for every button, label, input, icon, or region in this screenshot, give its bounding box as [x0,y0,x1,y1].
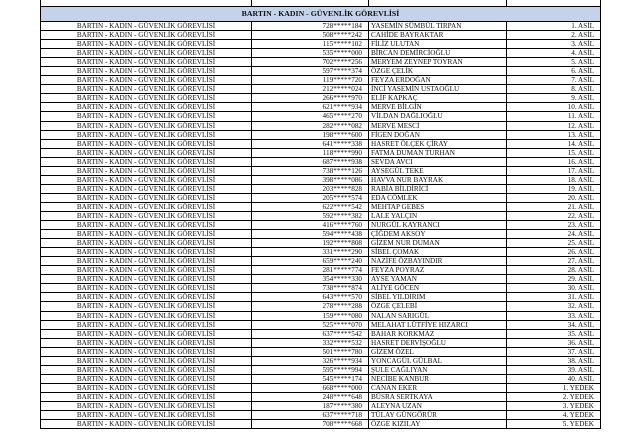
rank-cell: 33. ASİL [507,311,601,320]
rank-cell: 2. ASİL [507,31,601,40]
candidate-name-cell: BİRCAN DEMİRCİOĞLU [369,49,507,58]
table-row [41,411,601,420]
unit-cell: BARTIN - KADIN - GÜVENLİK GÖREVLİSİ [41,103,252,112]
rank-cell: 13. ASİL [507,130,601,139]
section-title: BARTIN - KADIN - GÜVENLİK GÖREVLİSİ [41,7,601,22]
table-row [41,257,601,266]
rank-cell: 11. ASİL [507,112,601,121]
masked-id-cell: 203*****828 [252,184,369,193]
candidate-name-cell: HAVVA NUR BAYRAK [369,175,507,184]
table-row [41,365,601,374]
rank-cell: 18. ASİL [507,175,601,184]
table-row [41,356,601,365]
masked-id-cell: 398*****086 [252,175,369,184]
rank-cell: 19. ASİL [507,184,601,193]
rank-cell: 5. ASİL [507,58,601,67]
rank-cell: 24. ASİL [507,230,601,239]
unit-cell: BARTIN - KADIN - GÜVENLİK GÖREVLİSİ [41,293,252,302]
unit-cell: BARTIN - KADIN - GÜVENLİK GÖREVLİSİ [41,221,252,230]
unit-cell: BARTIN - KADIN - GÜVENLİK GÖREVLİSİ [41,58,252,67]
section-header-row [41,7,601,22]
unit-cell: BARTIN - KADIN - GÜVENLİK GÖREVLİSİ [41,112,252,121]
masked-id-cell: 637*****718 [252,411,369,420]
table-row [41,202,601,211]
candidate-name-cell: İNCİ YASEMİN USTAOĞLU [369,85,507,94]
candidate-name-cell: SİBEL YILDIRIM [369,293,507,302]
unit-cell: BARTIN - KADIN - GÜVENLİK GÖREVLİSİ [41,94,252,103]
masked-id-cell: 281*****774 [252,266,369,275]
candidate-name-cell: YASEMİN SÜMBÜL TIRPAN [369,22,507,31]
unit-cell: BARTIN - KADIN - GÜVENLİK GÖREVLİSİ [41,239,252,248]
masked-id-cell: 545*****174 [252,374,369,383]
unit-cell: BARTIN - KADIN - GÜVENLİK GÖREVLİSİ [41,383,252,392]
rank-cell: 3. ASİL [507,40,601,49]
unit-cell: BARTIN - KADIN - GÜVENLİK GÖREVLİSİ [41,248,252,257]
masked-id-cell: 115*****102 [252,40,369,49]
unit-cell: BARTIN - KADIN - GÜVENLİK GÖREVLİSİ [41,266,252,275]
masked-id-cell: 282*****082 [252,121,369,130]
rank-cell: 37. ASİL [507,347,601,356]
masked-id-cell: 702*****256 [252,58,369,67]
rank-cell: 1. YEDEK [507,383,601,392]
table-row [41,112,601,121]
table-row [41,311,601,320]
candidate-name-cell: SİBEL ÇOMAK [369,248,507,257]
unit-cell: BARTIN - KADIN - GÜVENLİK GÖREVLİSİ [41,211,252,220]
table-row [41,284,601,293]
candidate-name-cell: FEYZA POYRAZ [369,266,507,275]
unit-cell: BARTIN - KADIN - GÜVENLİK GÖREVLİSİ [41,338,252,347]
results-table [40,0,601,429]
unit-cell: BARTIN - KADIN - GÜVENLİK GÖREVLİSİ [41,356,252,365]
candidate-name-cell: CANAN EKER [369,383,507,392]
candidate-name-cell: ALİYE GÖCEN [369,284,507,293]
masked-id-cell: 212*****024 [252,85,369,94]
unit-cell: BARTIN - KADIN - GÜVENLİK GÖREVLİSİ [41,166,252,175]
unit-cell: BARTIN - KADIN - GÜVENLİK GÖREVLİSİ [41,202,252,211]
table-row [41,248,601,257]
table-row [41,420,601,429]
masked-id-cell: 159*****080 [252,311,369,320]
table-row [41,31,601,40]
table-row [41,266,601,275]
masked-id-cell: 354*****330 [252,275,369,284]
candidate-name-cell: AYSE YAMAN [369,275,507,284]
unit-cell: BARTIN - KADIN - GÜVENLİK GÖREVLİSİ [41,193,252,202]
masked-id-cell: 508*****242 [252,31,369,40]
candidate-name-cell: FİLİZ ULUTAN [369,40,507,49]
rank-cell: 20. ASİL [507,193,601,202]
candidate-name-cell: CAHİDE BAYRAKTAR [369,31,507,40]
masked-id-cell: 119*****720 [252,76,369,85]
unit-cell: BARTIN - KADIN - GÜVENLİK GÖREVLİSİ [41,275,252,284]
masked-id-cell: 622*****542 [252,202,369,211]
table-row [41,221,601,230]
table-row [41,293,601,302]
candidate-name-cell: ÖZGE ÇELİK [369,67,507,76]
table-row [41,130,601,139]
table-row [41,320,601,329]
unit-cell: BARTIN - KADIN - GÜVENLİK GÖREVLİSİ [41,157,252,166]
table-row [41,392,601,401]
unit-cell: BARTIN - KADIN - GÜVENLİK GÖREVLİSİ [41,22,252,31]
rank-cell: 27. ASİL [507,257,601,266]
masked-id-cell: 465*****270 [252,112,369,121]
unit-cell: BARTIN - KADIN - GÜVENLİK GÖREVLİSİ [41,85,252,94]
candidate-name-cell: HASRET DERVİŞOĞLU [369,338,507,347]
candidate-name-cell: AYSEGÜL TEKE [369,166,507,175]
table-row [41,211,601,220]
unit-cell: BARTIN - KADIN - GÜVENLİK GÖREVLİSİ [41,139,252,148]
masked-id-cell: 331*****290 [252,248,369,257]
unit-cell: BARTIN - KADIN - GÜVENLİK GÖREVLİSİ [41,284,252,293]
rank-cell: 4. YEDEK [507,411,601,420]
masked-id-cell: 332*****532 [252,338,369,347]
unit-cell: BARTIN - KADIN - GÜVENLİK GÖREVLİSİ [41,130,252,139]
candidate-name-cell: ÖZGE ÇELEBİ [369,302,507,311]
masked-id-cell: 659*****240 [252,257,369,266]
table-row [41,166,601,175]
candidate-name-cell: GİZEM NUR DUMAN [369,239,507,248]
unit-cell: BARTIN - KADIN - GÜVENLİK GÖREVLİSİ [41,257,252,266]
rank-cell: 1. ASİL [507,22,601,31]
table-row [41,148,601,157]
rank-cell: 38. ASİL [507,356,601,365]
table-row [41,103,601,112]
rank-cell: 17. ASİL [507,166,601,175]
candidate-name-cell: ÇİĞDEM AKSOY [369,230,507,239]
unit-cell: BARTIN - KADIN - GÜVENLİK GÖREVLİSİ [41,40,252,49]
table-row [41,67,601,76]
candidate-name-cell: ŞULE CAĞLIYAN [369,365,507,374]
rank-cell: 2. YEDEK [507,392,601,401]
masked-id-cell: 416*****760 [252,221,369,230]
candidate-name-cell: ÖZGE KIZILAY [369,420,507,429]
rank-cell: 3. YEDEK [507,401,601,410]
masked-id-cell: 326*****934 [252,356,369,365]
table-row [41,230,601,239]
unit-cell: BARTIN - KADIN - GÜVENLİK GÖREVLİSİ [41,148,252,157]
unit-cell: BARTIN - KADIN - GÜVENLİK GÖREVLİSİ [41,121,252,130]
masked-id-cell: 248*****648 [252,392,369,401]
table-row [41,76,601,85]
unit-cell: BARTIN - KADIN - GÜVENLİK GÖREVLİSİ [41,49,252,58]
masked-id-cell: 708*****668 [252,420,369,429]
rank-cell: 34. ASİL [507,320,601,329]
masked-id-cell: 643*****570 [252,293,369,302]
table-row [41,338,601,347]
candidate-name-cell: MELAHAT LÜTFİYE HIZARCI [369,320,507,329]
masked-id-cell: 728*****184 [252,22,369,31]
masked-id-cell: 637*****542 [252,329,369,338]
candidate-name-cell: VİLDAN DAĞLIOĞLU [369,112,507,121]
candidate-name-cell: FİGEN DOĞAN [369,130,507,139]
candidate-name-cell: EDA CÖMLEK [369,193,507,202]
masked-id-cell: 192*****808 [252,239,369,248]
candidate-name-cell: BÜSRA SERTKAYA [369,392,507,401]
rank-cell: 40. ASİL [507,374,601,383]
table-row [41,157,601,166]
rank-cell: 28. ASİL [507,266,601,275]
unit-cell: BARTIN - KADIN - GÜVENLİK GÖREVLİSİ [41,184,252,193]
candidate-name-cell: NECİBE KANBUR [369,374,507,383]
table-row [41,49,601,58]
unit-cell: BARTIN - KADIN - GÜVENLİK GÖREVLİSİ [41,302,252,311]
masked-id-cell: 621*****934 [252,103,369,112]
unit-cell: BARTIN - KADIN - GÜVENLİK GÖREVLİSİ [41,365,252,374]
candidate-name-cell: SEVDA AVCI [369,157,507,166]
masked-id-cell: 266*****970 [252,94,369,103]
rank-cell: 25. ASİL [507,239,601,248]
masked-id-cell: 187*****380 [252,401,369,410]
table-row [41,302,601,311]
table-row [41,175,601,184]
masked-id-cell: 668*****000 [252,383,369,392]
candidate-name-cell: NURGÜL KAYRANCI [369,221,507,230]
table-row [41,121,601,130]
unit-cell: BARTIN - KADIN - GÜVENLİK GÖREVLİSİ [41,76,252,85]
rank-cell: 10. ASİL [507,103,601,112]
candidate-name-cell: MERYEM ZEYNEP TOYRAN [369,58,507,67]
table-row [41,401,601,410]
unit-cell: BARTIN - KADIN - GÜVENLİK GÖREVLİSİ [41,311,252,320]
rank-cell: 16. ASİL [507,157,601,166]
candidate-name-cell: ELİF KAPKAÇ [369,94,507,103]
rank-cell: 6. ASİL [507,67,601,76]
masked-id-cell: 278*****288 [252,302,369,311]
unit-cell: BARTIN - KADIN - GÜVENLİK GÖREVLİSİ [41,392,252,401]
table-row [41,40,601,49]
candidate-name-cell: BAHAR KORKMAZ [369,329,507,338]
table-row [41,85,601,94]
candidate-name-cell: RABİA BİLDİRİCİ [369,184,507,193]
unit-cell: BARTIN - KADIN - GÜVENLİK GÖREVLİSİ [41,320,252,329]
unit-cell: BARTIN - KADIN - GÜVENLİK GÖREVLİSİ [41,175,252,184]
candidate-name-cell: YONCAGÜL GÜLBAL [369,356,507,365]
unit-cell: BARTIN - KADIN - GÜVENLİK GÖREVLİSİ [41,347,252,356]
candidate-name-cell: FATMA DUMAN TURHAN [369,148,507,157]
rank-cell: 35. ASİL [507,329,601,338]
table-row [41,193,601,202]
unit-cell: BARTIN - KADIN - GÜVENLİK GÖREVLİSİ [41,31,252,40]
candidate-name-cell: LALE YALÇIN [369,211,507,220]
rank-cell: 12. ASİL [507,121,601,130]
rank-cell: 15. ASİL [507,148,601,157]
unit-cell: BARTIN - KADIN - GÜVENLİK GÖREVLİSİ [41,374,252,383]
rank-cell: 14. ASİL [507,139,601,148]
candidate-name-cell: MERVE BİLGİN [369,103,507,112]
candidate-name-cell: NAZİFE ÖZBAYINDIR [369,257,507,266]
table-row [41,22,601,31]
candidate-name-cell: GİZEM ÖZEL [369,347,507,356]
masked-id-cell: 205*****574 [252,193,369,202]
results-sheet [40,0,600,429]
rank-cell: 9. ASİL [507,94,601,103]
masked-id-cell: 535*****000 [252,49,369,58]
rank-cell: 26. ASİL [507,248,601,257]
candidate-name-cell: NALAN SARIGÜL [369,311,507,320]
results-table-body [41,0,601,429]
table-row [41,374,601,383]
masked-id-cell: 525*****070 [252,320,369,329]
masked-id-cell: 738*****874 [252,284,369,293]
masked-id-cell: 687*****938 [252,157,369,166]
masked-id-cell: 592*****382 [252,211,369,220]
masked-id-cell: 595*****994 [252,365,369,374]
unit-cell: BARTIN - KADIN - GÜVENLİK GÖREVLİSİ [41,67,252,76]
candidate-name-cell: MEHTAP GEBES [369,202,507,211]
unit-cell: BARTIN - KADIN - GÜVENLİK GÖREVLİSİ [41,329,252,338]
candidate-name-cell: HASRET ÖLÇEK ÇİRAY [369,139,507,148]
unit-cell: BARTIN - KADIN - GÜVENLİK GÖREVLİSİ [41,420,252,429]
rank-cell: 39. ASİL [507,365,601,374]
rank-cell: 30. ASİL [507,284,601,293]
table-row [41,94,601,103]
rank-cell: 32. ASİL [507,302,601,311]
rank-cell: 8. ASİL [507,85,601,94]
table-row [41,239,601,248]
table-row [41,139,601,148]
table-row [41,58,601,67]
table-row [41,184,601,193]
masked-id-cell: 641*****338 [252,139,369,148]
masked-id-cell: 198*****600 [252,130,369,139]
masked-id-cell: 594*****438 [252,230,369,239]
masked-id-cell: 597*****374 [252,67,369,76]
rank-cell: 5. YEDEK [507,420,601,429]
rank-cell: 7. ASİL [507,76,601,85]
table-row [41,347,601,356]
unit-cell: BARTIN - KADIN - GÜVENLİK GÖREVLİSİ [41,230,252,239]
masked-id-cell: 501*****780 [252,347,369,356]
candidate-name-cell: TÜLAY GÜNGÖRÜR [369,411,507,420]
table-row [41,329,601,338]
rank-cell: 23. ASİL [507,221,601,230]
masked-id-cell: 118*****990 [252,148,369,157]
rank-cell: 31. ASİL [507,293,601,302]
rank-cell: 4. ASİL [507,49,601,58]
unit-cell: BARTIN - KADIN - GÜVENLİK GÖREVLİSİ [41,401,252,410]
unit-cell: BARTIN - KADIN - GÜVENLİK GÖREVLİSİ [41,411,252,420]
rank-cell: 22. ASİL [507,211,601,220]
rank-cell: 21. ASİL [507,202,601,211]
rank-cell: 36. ASİL [507,338,601,347]
masked-id-cell: 738*****126 [252,166,369,175]
table-row [41,275,601,284]
rank-cell: 29. ASİL [507,275,601,284]
candidate-name-cell: MERVE MESCİ [369,121,507,130]
table-row [41,383,601,392]
candidate-name-cell: FEYZA ERDOĞAN [369,76,507,85]
candidate-name-cell: ALEYNA UZAN [369,401,507,410]
